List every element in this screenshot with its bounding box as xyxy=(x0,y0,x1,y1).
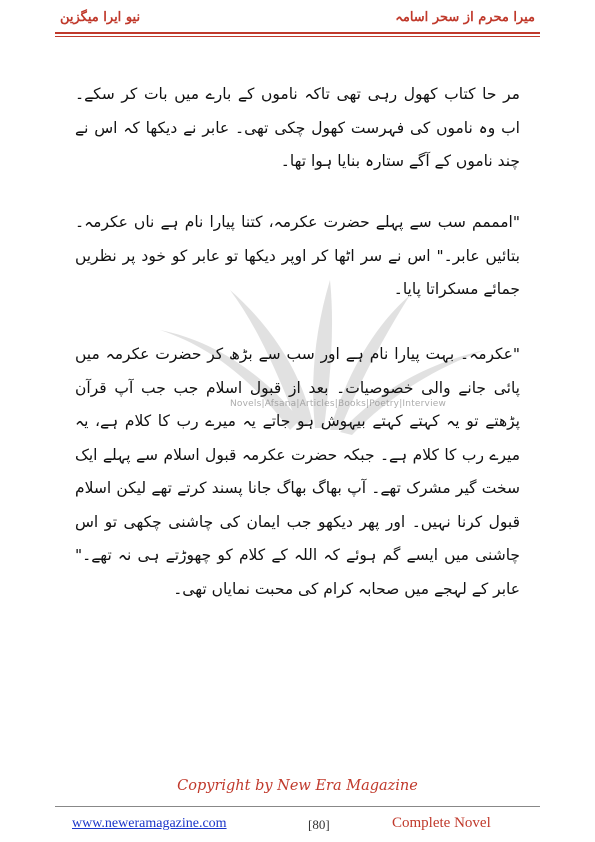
paragraph-2: "امممم سب سے پہلے حضرت عکرمہ، کتنا پیارا نام ہے ناں عکرمہ۔ بتائیں عابر۔" اس نے سر اٹھا کر اوپر دیکھا تو عابر کو خود پر نظریں جمائے مسکراتا پایا۔ xyxy=(75,213,520,298)
header-novel-title: میرا محرم از سحر اسامہ xyxy=(395,10,535,25)
copyright-notice: Copyright by New Era Magazine xyxy=(177,778,418,794)
header-rule-thin xyxy=(55,36,540,37)
header-magazine-name: نیو ایرا میگزین xyxy=(60,10,141,25)
footer-label: Complete Novel xyxy=(392,815,491,831)
watermark-url: Novels|Afsana|Articles|Books|Poetry|Interview xyxy=(230,399,447,409)
paragraph-1: مر حا کتاب کھول رہی تھی تاکہ ناموں کے بارے میں بات کر سکے۔ اب وہ ناموں کی فہرست کھول چکی تھی۔ عابر نے دیکھا کہ اس نے چند ناموں کے آگے ستارہ بنایا ہوا تھا۔ xyxy=(75,85,520,170)
footer-rule xyxy=(55,806,540,807)
paragraph-3: "عکرمہ۔ بہت پیارا نام ہے اور سب سے بڑھ کر حضرت عکرمہ میں پائی جانے والی خصوصیات۔ بعد از قبول اسلام جب جب آپ قرآن پڑھتے تو یہ کہتے کہتے بیہوش ہو جاتے یہ میرے رب کا کلام ہے، یہ میرے رب کا کلام ہے۔ جبکہ حضرت عکرمہ قبول اسلام سے پہلے ایک سخت گیر مشرک تھے۔ آپ بھاگ بھاگ جانا پسند کرتے تھے لیکن اسلام قبول کرنا نہیں۔ اور پھر دیکھو جب ایمان کی چاشنی چکھی تو اس چاشنی میں ایسے گم ہوئے کہ اللہ کے کلام کو چھوڑتے ہی نہ تھے۔" عابر کے لہجے میں صحابہ کرام کی محبت نمایاں تھی۔ xyxy=(75,345,520,598)
header-rule-thick xyxy=(55,32,540,34)
website-link[interactable]: www.neweramagazine.com xyxy=(72,816,227,831)
page-number: [80] xyxy=(308,817,330,832)
